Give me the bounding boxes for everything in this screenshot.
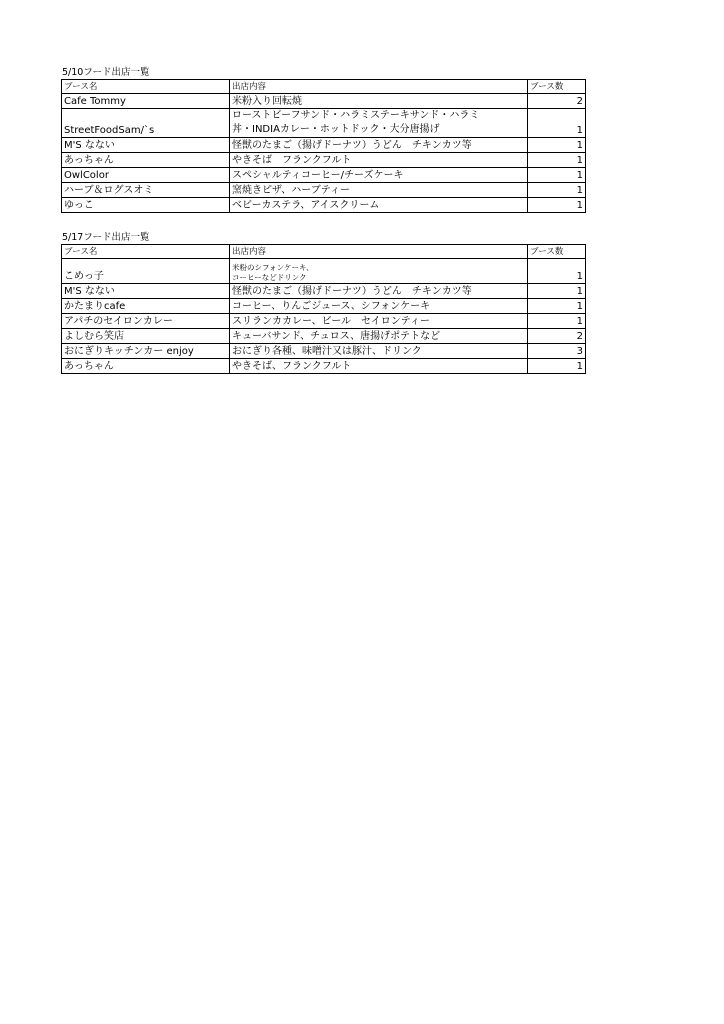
booth-content: コーヒー、りんごジュース、シフォンケーキ <box>230 299 528 314</box>
booth-count: 2 <box>528 94 586 109</box>
booth-content: スリランカカレー、ビール セイロンティー <box>230 314 528 329</box>
table-row <box>62 138 586 153</box>
booth-count: 1 <box>528 183 586 198</box>
content-line: 米粉のシフォンケーキ、 <box>232 263 314 272</box>
booth-name: OwlColor <box>62 168 230 183</box>
content-line: コーヒーなどドリンク <box>232 273 307 282</box>
booth-count: 1 <box>528 109 586 138</box>
booth-name: こめっ子 <box>62 259 230 284</box>
booth-content <box>230 109 528 138</box>
table-row <box>62 344 586 359</box>
table-row <box>62 94 586 109</box>
booth-count: 1 <box>528 359 586 374</box>
booth-count: 1 <box>528 284 586 299</box>
booth-name: ゆっこ <box>62 198 230 213</box>
table-row <box>62 168 586 183</box>
header-booth-count: ブース数 <box>528 245 586 259</box>
booth-name: アパチのセイロンカレー <box>62 314 230 329</box>
table-row <box>62 329 586 344</box>
header-booth-name: ブース名 <box>62 80 230 94</box>
food-list-0510 <box>61 67 586 213</box>
booth-name: ハーブ＆ログスオミ <box>62 183 230 198</box>
section-title: 5/17フード出店一覧 <box>62 232 150 243</box>
food-table <box>61 244 586 374</box>
booth-content: 窯焼きピザ、ハーブティー <box>230 183 528 198</box>
booth-content: キューバサンド、チュロス、唐揚げポテトなど <box>230 329 528 344</box>
booth-count: 2 <box>528 329 586 344</box>
table-row <box>62 314 586 329</box>
booth-content: おにぎり各種、味噌汁又は豚汁、ドリンク <box>230 344 528 359</box>
booth-count: 1 <box>528 138 586 153</box>
booth-count: 1 <box>528 299 586 314</box>
table-row <box>62 153 586 168</box>
booth-count: 1 <box>528 259 586 284</box>
table-row <box>62 109 586 138</box>
header-booth-name: ブース名 <box>62 245 230 259</box>
booth-name: M'S なない <box>62 284 230 299</box>
booth-name: M'S なない <box>62 138 230 153</box>
booth-name: StreetFoodSam/`s <box>62 109 230 138</box>
booth-content: 怪獣のたまご（揚げドーナツ）うどん チキンカツ等 <box>230 284 528 299</box>
booth-content: 米粉入り回転焼 <box>230 94 528 109</box>
booth-count: 1 <box>528 153 586 168</box>
table-row <box>62 259 586 284</box>
content-line: 丼・INDIAカレー・ホットドック・大分唐揚げ <box>232 124 440 135</box>
food-list-0517 <box>61 232 586 374</box>
booth-name: Cafe Tommy <box>62 94 230 109</box>
booth-content: 怪獣のたまご（揚げドーナツ）うどん チキンカツ等 <box>230 138 528 153</box>
content-line: ローストビーフサンド・ハラミステーキサンド・ハラミ <box>232 110 480 121</box>
food-table <box>61 79 586 213</box>
booth-content: やきそば フランクフルト <box>230 153 528 168</box>
header-row <box>62 80 586 94</box>
booth-content: やきそば、フランクフルト <box>230 359 528 374</box>
header-row <box>62 245 586 259</box>
header-content: 出店内容 <box>230 80 528 94</box>
booth-content: ベビーカステラ、アイスクリーム <box>230 198 528 213</box>
section-title: 5/10フード出店一覧 <box>62 67 150 78</box>
booth-count: 1 <box>528 314 586 329</box>
booth-count: 3 <box>528 344 586 359</box>
booth-name: おにぎりキッチンカー enjoy <box>62 344 230 359</box>
table-row <box>62 299 586 314</box>
table-row <box>62 284 586 299</box>
booth-name: あっちゃん <box>62 359 230 374</box>
table-row <box>62 198 586 213</box>
table-row <box>62 359 586 374</box>
booth-content: スペシャルティコーヒー/チーズケーキ <box>230 168 528 183</box>
booth-content <box>230 259 528 284</box>
table-row <box>62 183 586 198</box>
booth-name: かたまりcafe <box>62 299 230 314</box>
header-booth-count: ブース数 <box>528 80 586 94</box>
header-content: 出店内容 <box>230 245 528 259</box>
booth-count: 1 <box>528 198 586 213</box>
booth-name: あっちゃん <box>62 153 230 168</box>
booth-count: 1 <box>528 168 586 183</box>
booth-name: よしむら笑店 <box>62 329 230 344</box>
